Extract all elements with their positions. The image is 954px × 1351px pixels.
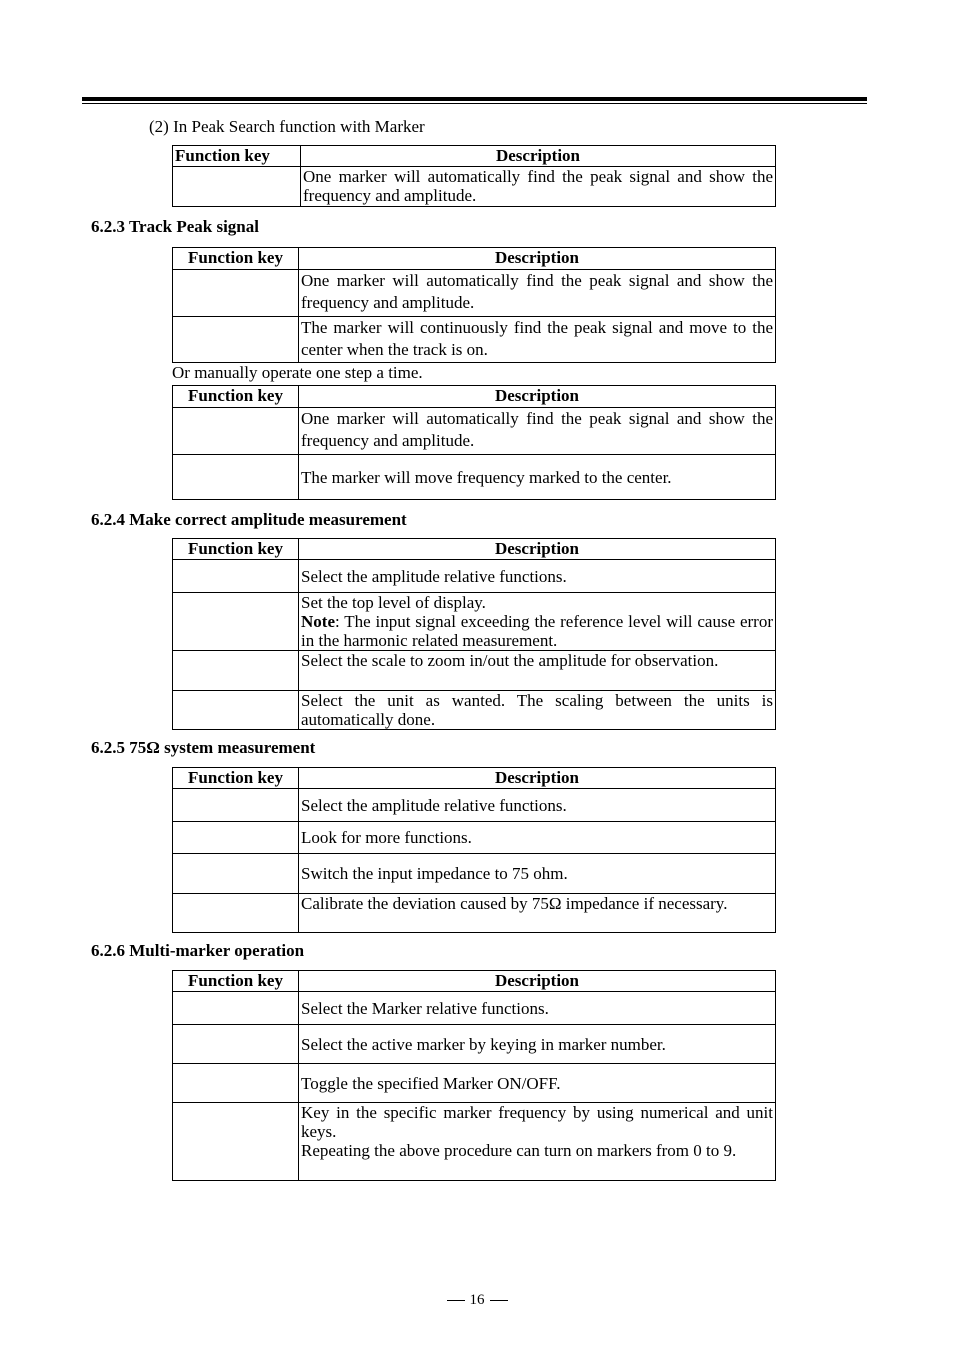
description-cell: The marker will move frequency marked to the center. (299, 455, 776, 500)
description-line: Repeating the above procedure can turn on markers from 0 to 9. (301, 1141, 737, 1160)
table-row (173, 560, 776, 593)
description-cell: Select the amplitude relative functions. (299, 789, 776, 822)
column-header-function-key: Function key (173, 146, 301, 167)
column-header-function-key: Function key (173, 971, 299, 992)
column-header-description: Description (299, 768, 776, 789)
function-key-cell (173, 789, 299, 822)
description-cell: Select the scale to zoom in/out the amplitude for observation. (299, 651, 776, 691)
description-cell: Calibrate the deviation caused by 75Ω impedance if necessary. (299, 894, 776, 933)
column-header-function-key: Function key (173, 539, 299, 560)
footer-dash-right (490, 1300, 508, 1301)
description-cell (299, 593, 776, 651)
description-cell (299, 1103, 776, 1181)
table-row (173, 822, 776, 854)
description-cell: Select the Marker relative functions. (299, 992, 776, 1025)
column-header-description: Description (299, 248, 776, 270)
table-row (173, 651, 776, 691)
manual-operation-text: Or manually operate one step a time. (172, 363, 423, 382)
table-row (173, 317, 776, 363)
description-cell: One marker will automatically find the peak signal and show the frequency and amplitude. (299, 270, 776, 317)
function-key-cell (173, 894, 299, 933)
amplitude-table (172, 538, 776, 730)
description-cell: The marker will continuously find the peak signal and move to the center when the track is on. (299, 317, 776, 363)
function-key-cell (173, 1064, 299, 1103)
function-key-cell (173, 593, 299, 651)
description-cell: Toggle the specified Marker ON/OFF. (299, 1064, 776, 1103)
table-row (173, 593, 776, 651)
note-label: Note (301, 612, 335, 631)
column-header-description: Description (301, 146, 776, 167)
description-cell: Select the unit as wanted. The scaling between the units is automatically done. (299, 691, 776, 730)
header-rule-thin (82, 103, 867, 104)
column-header-description: Description (299, 971, 776, 992)
table-row (173, 1103, 776, 1181)
column-header-function-key: Function key (173, 768, 299, 789)
section-heading-amplitude: 6.2.4 Make correct amplitude measurement (91, 510, 407, 529)
function-key-cell (173, 651, 299, 691)
page-footer (0, 1292, 954, 1309)
intro-text: (2) In Peak Search function with Marker (149, 117, 425, 136)
description-cell: Select the active marker by keying in marker number. (299, 1025, 776, 1064)
function-key-cell (173, 408, 299, 455)
function-key-cell (173, 1025, 299, 1064)
page-number: 16 (469, 1292, 485, 1308)
description-line: Set the top level of display. (301, 593, 486, 612)
table-row (173, 408, 776, 455)
column-header-function-key: Function key (173, 248, 299, 270)
note-text: : The input signal exceeding the reference level will cause error in the harmonic related measurement. (301, 612, 773, 650)
function-key-cell (173, 992, 299, 1025)
table-row (173, 789, 776, 822)
function-key-cell (173, 560, 299, 593)
description-cell: Look for more functions. (299, 822, 776, 854)
section-heading-75ohm: 6.2.5 75Ω system measurement (91, 738, 316, 757)
description-line: Key in the specific marker frequency by using numerical and unit keys. (301, 1103, 773, 1141)
table-row (173, 992, 776, 1025)
header-rule-thick (82, 97, 867, 101)
note-paragraph (301, 612, 773, 650)
function-key-cell (173, 455, 299, 500)
function-key-cell (173, 854, 299, 894)
section-heading-track-peak: 6.2.3 Track Peak signal (91, 217, 259, 236)
table-row (173, 167, 776, 207)
table-row (173, 1025, 776, 1064)
table-row (173, 894, 776, 933)
table-row (173, 854, 776, 894)
description-cell: Switch the input impedance to 75 ohm. (299, 854, 776, 894)
column-header-description: Description (299, 539, 776, 560)
peak-search-table (172, 145, 776, 207)
description-cell: Select the amplitude relative functions. (299, 560, 776, 593)
table-row (173, 1064, 776, 1103)
table-row (173, 455, 776, 500)
function-key-cell (173, 317, 299, 363)
description-cell: One marker will automatically find the peak signal and show the frequency and amplitude. (299, 408, 776, 455)
column-header-function-key: Function key (173, 386, 299, 408)
footer-dash-left (447, 1300, 465, 1301)
multi-marker-table (172, 970, 776, 1181)
function-key-cell (173, 167, 301, 207)
function-key-cell (173, 1103, 299, 1181)
function-key-cell (173, 822, 299, 854)
function-key-cell (173, 691, 299, 730)
track-peak-table (172, 247, 776, 363)
description-cell: One marker will automatically find the peak signal and show the frequency and amplitude. (301, 167, 776, 207)
impedance-table (172, 767, 776, 933)
section-heading-multi-marker: 6.2.6 Multi-marker operation (91, 941, 305, 960)
column-header-description: Description (299, 386, 776, 408)
table-row (173, 270, 776, 317)
manual-step-table (172, 385, 776, 500)
table-row (173, 691, 776, 730)
function-key-cell (173, 270, 299, 317)
